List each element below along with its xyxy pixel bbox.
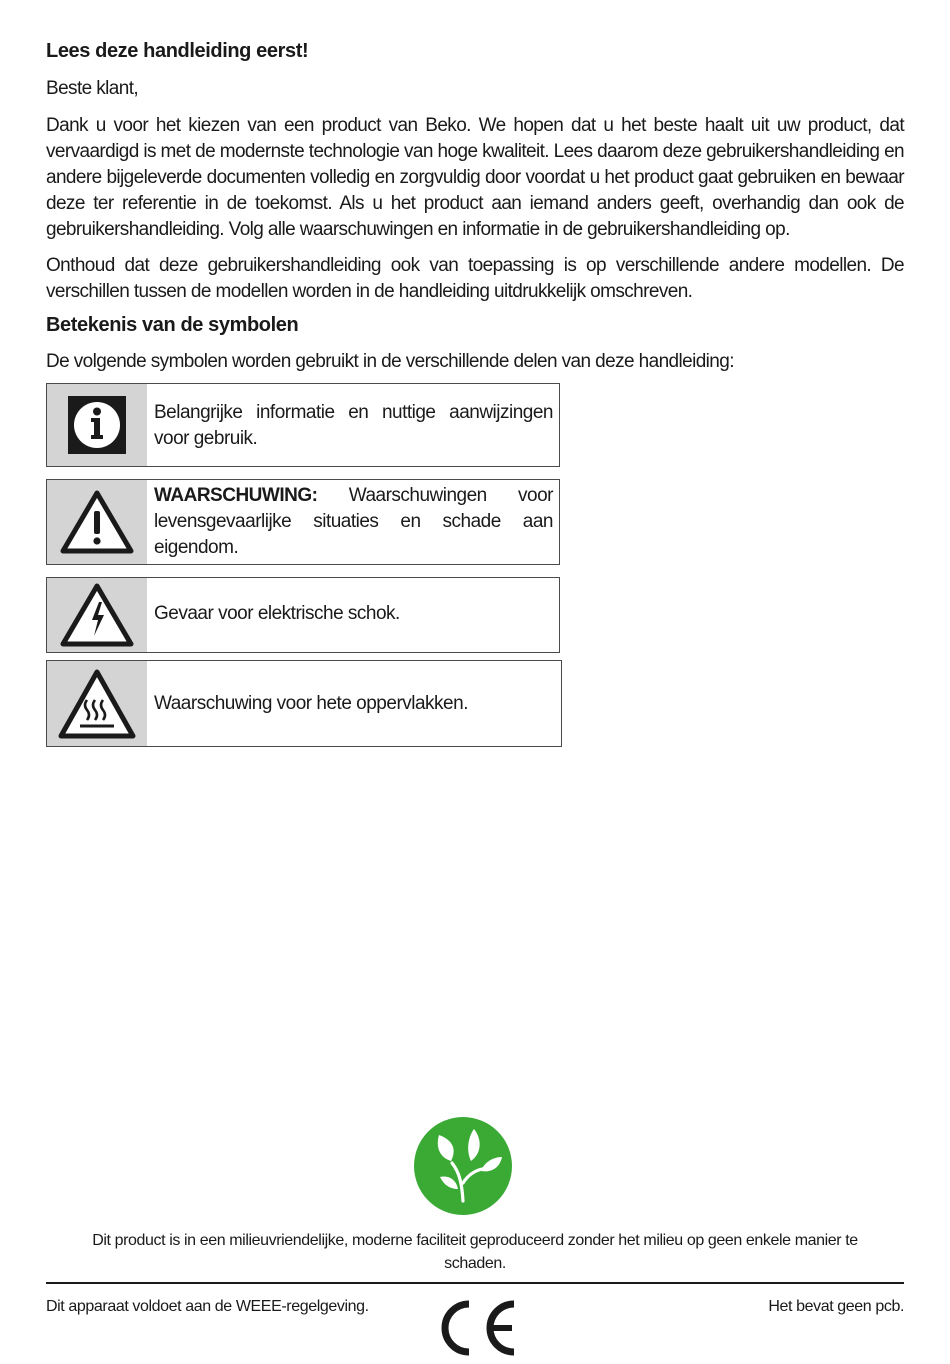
intro-paragraph: Dank u voor het kiezen van een product van Beko. We hopen dat u het beste haalt uit uw product, dat vervaardigd is met de modernste technologie van hoge kwaliteit. Lees daarom deze gebruikershandleiding en andere bijgeleverde documenten volledig en zorgvuldig door voordat u het product gaat gebruiken en bewaar deze ter referentie in de toekomst. Als u het product aan iemand anders geeft, overhandig dan ook de gebruikershandleiding. Volg alle waarschuwingen en informatie in de gebruikershandleiding op. [46, 115, 905, 240]
eco-statement: Dit product is in een milieuvriendelijke, moderne faciliteit geproduceerd zonder het milieu op geen enkele manier te schaden. [92, 1232, 858, 1272]
symbol-hot-text: Waarschuwing voor hete oppervlakken. [154, 693, 468, 714]
greeting: Beste klant, [46, 78, 139, 99]
warning-label: WAARSCHUWING: [154, 485, 318, 506]
weee-compliance-text: Dit apparaat voldoet aan de WEEE-regelgeving. [46, 1298, 369, 1315]
symbol-info-text: Belangrijke informatie en nuttige aanwijzingen voor gebruik. [154, 402, 553, 449]
warning-icon [47, 480, 147, 564]
symbol-row-info [46, 383, 560, 467]
symbol-electric-text: Gevaar voor elektrische schok. [154, 603, 400, 624]
hot-surface-icon [47, 661, 147, 746]
warning-description: Waarschuwingen voor levensgevaarlijke situaties en schade aan eigendom. [154, 485, 553, 558]
symbol-warning-text [154, 483, 553, 561]
symbol-row-hot-surface [46, 660, 562, 747]
symbols-intro: De volgende symbolen worden gebruikt in de verschillende delen van deze handleiding: [46, 351, 734, 372]
models-note-paragraph: Onthoud dat deze gebruikershandleiding ook van toepassing is op verschillende andere modellen. De verschillen tussen de modellen worden in de handleiding uitdrukkelijk omschreven. [46, 255, 904, 302]
pcb-statement: Het bevat geen pcb. [768, 1298, 904, 1315]
footer-divider [46, 1282, 904, 1284]
electric-shock-icon [47, 578, 147, 652]
symbol-row-electric-shock [46, 577, 560, 653]
symbol-row-warning [46, 479, 560, 565]
info-icon [47, 384, 147, 466]
ce-mark-icon [432, 1296, 518, 1360]
page-title: Lees deze handleiding eerst! [46, 40, 309, 62]
eco-leaf-icon [414, 1117, 512, 1215]
symbols-heading: Betekenis van de symbolen [46, 314, 299, 336]
